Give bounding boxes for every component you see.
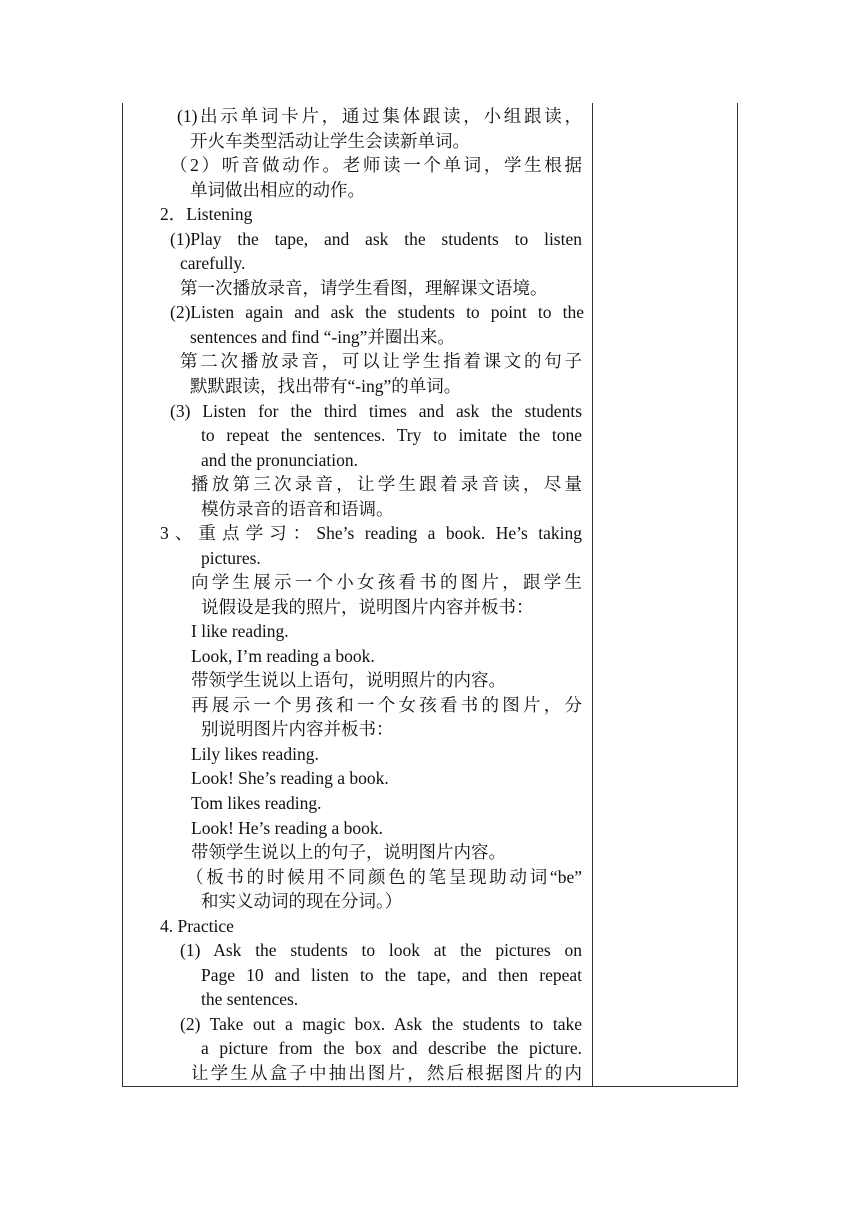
text-line: pictures. xyxy=(201,548,261,568)
text-line: 说假设是我的照片，说明图片内容并板书： xyxy=(201,597,534,617)
text-line: 第一次播放录音，请学生看图，理解课文语境。 xyxy=(180,278,548,298)
text-line: 再展示一个男孩和一个女孩看书的图片，分 xyxy=(191,695,582,715)
text-line: the sentences. xyxy=(201,989,299,1009)
text-line: 播放第三次录音，让学生跟着录音读，尽量 xyxy=(191,474,582,494)
text-line: 带领学生说以上语句，说明照片的内容。 xyxy=(191,670,506,690)
text-line: 默默跟读，找出带有“-ing”的单词。 xyxy=(190,376,462,396)
text-line: 单词做出相应的动作。 xyxy=(190,180,365,200)
teaching-procedure-cell xyxy=(122,103,592,1087)
text-line: 模仿录音的语音和语调。 xyxy=(201,499,394,519)
text-line: (1)Play the tape, and ask the students to listen xyxy=(170,229,582,249)
text-line: sentences and find “-ing”并圈出来。 xyxy=(190,327,455,347)
text-line: （2）听音做动作。老师读一个单词，学生根据 xyxy=(170,155,582,175)
text-line: (1)出示单词卡片，通过集体跟读，小组跟读， xyxy=(177,106,582,126)
text-line: Page 10 and listen to the tape, and then repeat xyxy=(201,965,582,985)
text-line: 让学生从盒子中抽出图片，然后根据图片的内 xyxy=(191,1063,582,1083)
text-line: 向学生展示一个小女孩看书的图片，跟学生 xyxy=(191,572,582,592)
notes-cell xyxy=(592,103,738,1087)
text-line: Lily likes reading. xyxy=(191,744,319,764)
text-line: (2) Take out a magic box. Ask the students to take xyxy=(180,1014,582,1034)
text-line: Look! He’s reading a book. xyxy=(191,818,383,838)
lesson-table xyxy=(122,103,738,1087)
text-line: I like reading. xyxy=(191,621,289,641)
text-line: a picture from the box and describe the picture. xyxy=(201,1038,582,1058)
section-heading: 2．Listening xyxy=(160,204,253,224)
text-line: to repeat the sentences. Try to imitate the tone xyxy=(201,425,582,445)
text-line: 开火车类型活动让学生会读新单词。 xyxy=(190,131,470,151)
text-line: （板书的时候用不同颜色的笔呈现助动词“be” xyxy=(186,867,582,887)
section-heading: 3、重点学习：She’s reading a book. He’s taking xyxy=(160,523,582,543)
text-line: 带领学生说以上的句子，说明图片内容。 xyxy=(191,842,506,862)
text-line: 第二次播放录音，可以让学生指着课文的句子 xyxy=(180,351,582,371)
text-line: Tom likes reading. xyxy=(191,793,322,813)
text-line: Look! She’s reading a book. xyxy=(191,768,389,788)
text-line: (3) Listen for the third times and ask the students xyxy=(170,401,582,421)
text-line: carefully. xyxy=(180,253,246,273)
text-line: and the pronunciation. xyxy=(201,450,358,470)
text-line: 别说明图片内容并板书： xyxy=(201,719,394,739)
text-line: (1) Ask the students to look at the pictures on xyxy=(180,940,582,960)
text-line: 和实义动词的现在分词。） xyxy=(201,891,403,911)
text-line: Look, I’m reading a book. xyxy=(191,646,375,666)
text-line: (2)Listen again and ask the students to point to the xyxy=(170,302,584,322)
section-heading: 4. Practice xyxy=(160,916,234,936)
